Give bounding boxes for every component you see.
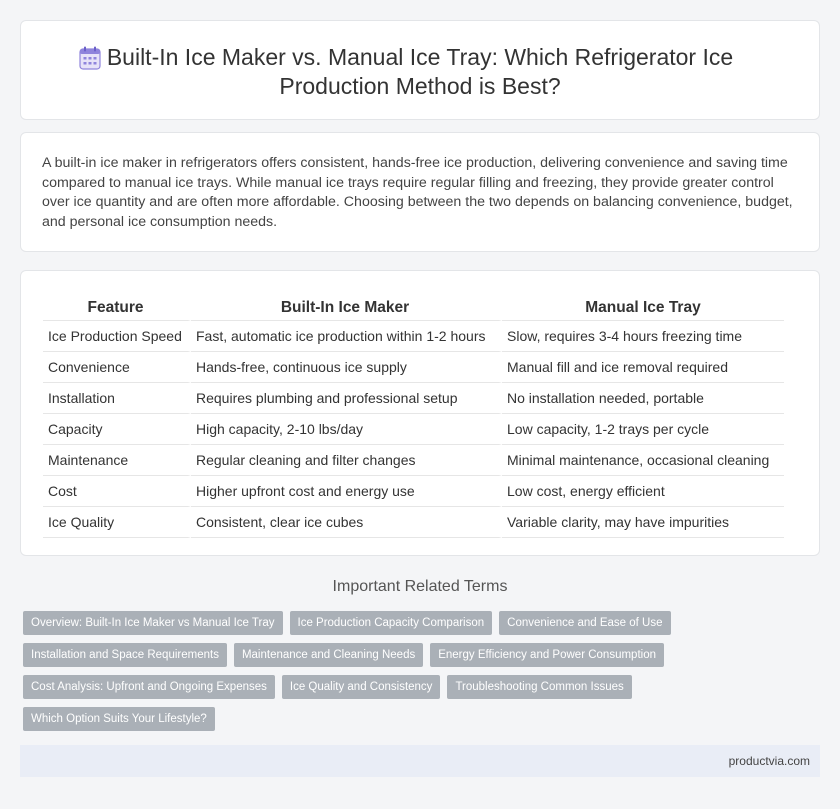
related-term-tag[interactable]: Ice Quality and Consistency (282, 675, 441, 699)
column-header-manual: Manual Ice Tray (502, 296, 784, 321)
table-cell: Low capacity, 1-2 trays per cycle (502, 414, 784, 445)
column-header-built-in: Built-In Ice Maker (191, 296, 502, 321)
table-row (43, 352, 784, 383)
table-row (43, 476, 784, 507)
table-cell: Hands-free, continuous ice supply (191, 352, 502, 383)
comparison-table-card (20, 270, 820, 556)
title-card (20, 20, 820, 120)
page-title (21, 43, 819, 101)
table-cell: Ice Production Speed (43, 321, 191, 352)
related-terms-heading: Important Related Terms (332, 578, 508, 595)
related-term-tag[interactable]: Ice Production Capacity Comparison (290, 611, 493, 635)
table-cell: Manual fill and ice removal required (502, 352, 784, 383)
intro-card (20, 132, 820, 252)
table-row (43, 507, 784, 538)
related-term-tag[interactable]: Which Option Suits Your Lifestyle? (23, 707, 215, 731)
table-cell: Installation (43, 383, 191, 414)
table-row (43, 383, 784, 414)
related-term-tag[interactable]: Overview: Built-In Ice Maker vs Manual Ice Tray (23, 611, 283, 635)
table-cell: Capacity (43, 414, 191, 445)
table-row (43, 321, 784, 352)
table-row (43, 445, 784, 476)
column-header-feature: Feature (43, 296, 191, 321)
related-term-tag[interactable]: Maintenance and Cleaning Needs (234, 643, 423, 667)
table-cell: Requires plumbing and professional setup (191, 383, 502, 414)
related-terms-list (23, 611, 703, 731)
table-cell: Regular cleaning and filter changes (191, 445, 502, 476)
page-title-line-1: Built-In Ice Maker vs. Manual Ice Tray: Which Refrigerator Ice (106, 44, 734, 70)
page-title-line-2: Production Method is Best? (279, 73, 561, 99)
table-header-row (43, 296, 784, 321)
comparison-table (43, 296, 784, 538)
table-cell: Low cost, energy efficient (502, 476, 784, 507)
table-cell: Ice Quality (43, 507, 191, 538)
related-term-tag[interactable]: Energy Efficiency and Power Consumption (430, 643, 664, 667)
table-cell: Higher upfront cost and energy use (191, 476, 502, 507)
footer (20, 745, 820, 777)
related-term-tag[interactable]: Cost Analysis: Upfront and Ongoing Expenses (23, 675, 275, 699)
table-cell: Fast, automatic ice production within 1-2 hours (191, 321, 502, 352)
table-cell: Minimal maintenance, occasional cleaning (502, 445, 784, 476)
table-cell: High capacity, 2-10 lbs/day (191, 414, 502, 445)
intro-paragraph: A built-in ice maker in refrigerators offers consistent, hands-free ice production, delivering convenience and saving time compared to manual ice trays. While manual ice trays require regular filling and freezing, they provide greater control over ice quantity and are often more affordable. Choosing between the two depends on balancing convenience, budget, and personal ice consumption needs. (42, 155, 793, 230)
table-row (43, 414, 784, 445)
table-cell: Cost (43, 476, 191, 507)
related-term-tag[interactable]: Installation and Space Requirements (23, 643, 227, 667)
table-cell: Maintenance (43, 445, 191, 476)
table-cell: No installation needed, portable (502, 383, 784, 414)
related-term-tag[interactable]: Convenience and Ease of Use (499, 611, 670, 635)
table-cell: Slow, requires 3-4 hours freezing time (502, 321, 784, 352)
table-cell: Consistent, clear ice cubes (191, 507, 502, 538)
table-cell: Convenience (43, 352, 191, 383)
footer-site-link[interactable]: productvia.com (728, 754, 810, 768)
related-term-tag[interactable]: Troubleshooting Common Issues (447, 675, 631, 699)
table-cell: Variable clarity, may have impurities (502, 507, 784, 538)
